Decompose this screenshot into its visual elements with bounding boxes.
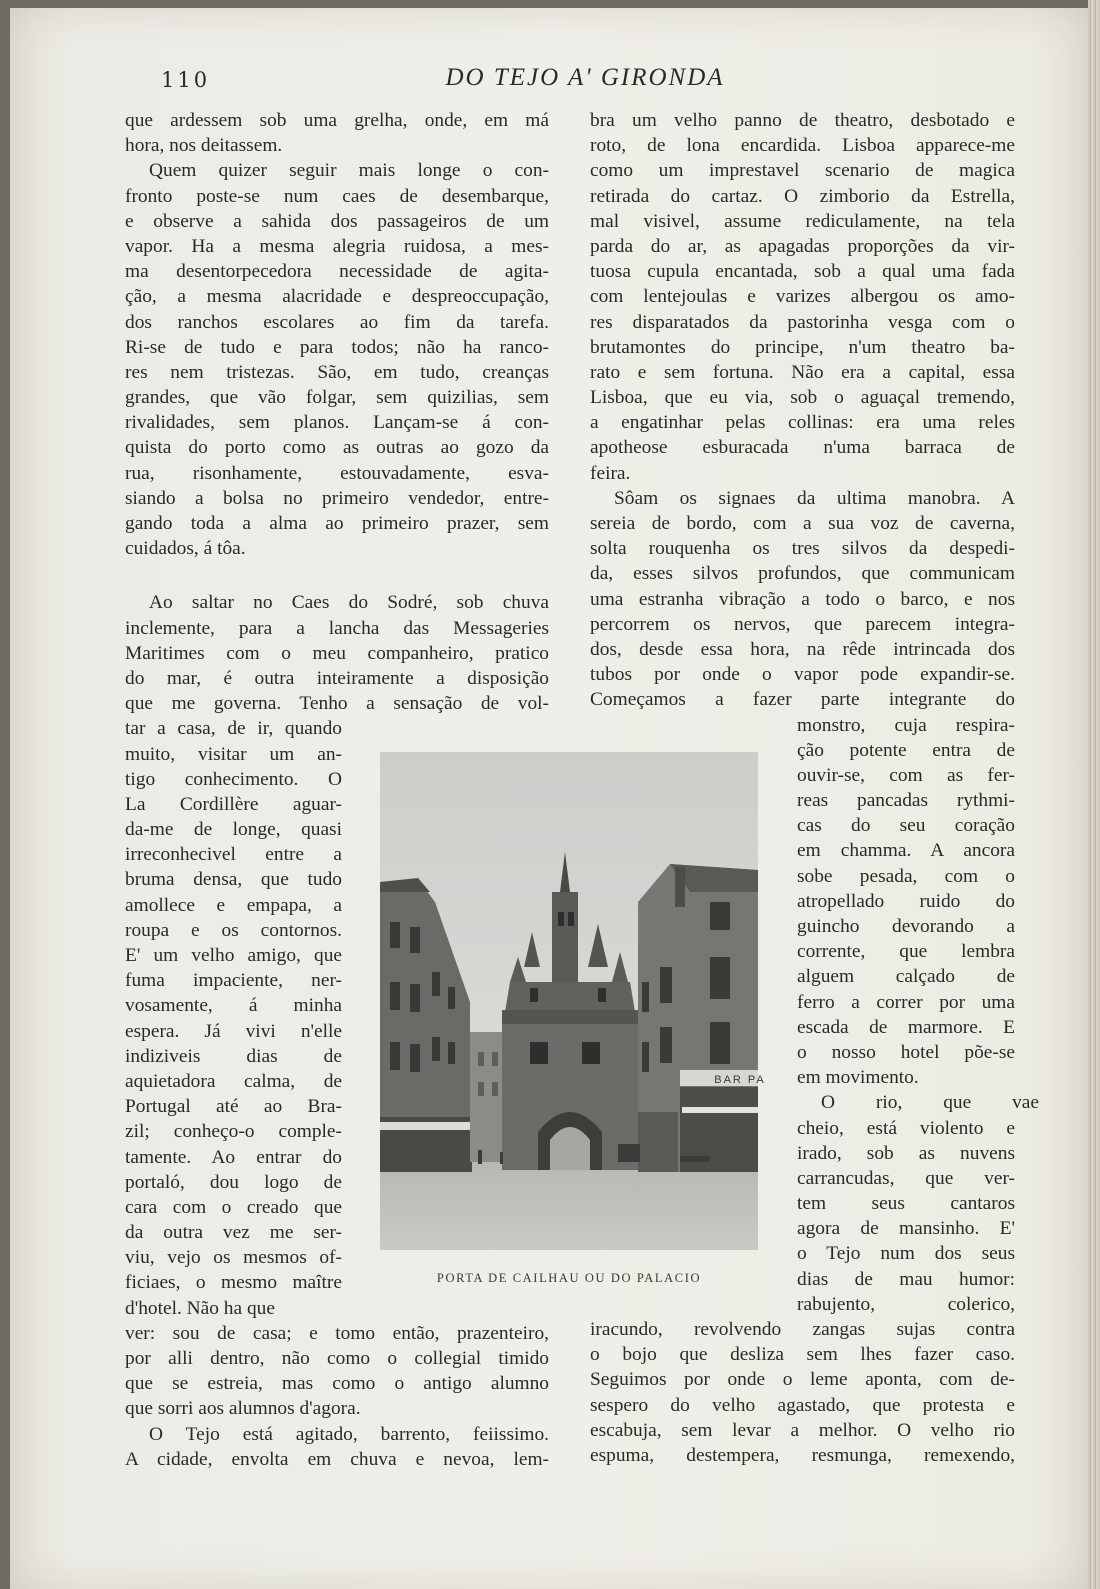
text-line: atropellado ruido do: [797, 890, 1015, 912]
text-line: parda do ar, as apagadas proporções da vir-: [590, 235, 1015, 257]
text-line: zil; conheço-o comple-: [125, 1121, 342, 1143]
running-header: [125, 64, 1045, 104]
text-line: e observe a sahida dos passageiros de um: [125, 210, 549, 232]
text-line: A cidade, envolta em chuva e nevoa, lem-: [125, 1448, 549, 1470]
text-line: hora, nos deitassem.: [125, 135, 283, 157]
text-line: agora de mansinho. E': [797, 1218, 1015, 1240]
text-line: Seguimos por onde o leme aponta, com de-: [590, 1369, 1015, 1391]
text-line: irado, sob as nuvens: [797, 1142, 1015, 1164]
text-line: cheio, está violento e: [797, 1117, 1015, 1139]
text-line: ferro a correr por uma: [797, 991, 1015, 1013]
text-line: alguem calçado de: [797, 966, 1015, 988]
text-line: viu, vejo os mesmos of-: [125, 1247, 342, 1269]
text-line: carrancudas, que ver-: [797, 1167, 1015, 1189]
text-line: que me governa. Tenho a sensação de vol-: [125, 693, 549, 715]
text-line: da, esses silvos profundos, que communicam: [590, 563, 1015, 585]
page-number: 110: [161, 68, 211, 92]
text-line: monstro, cuja respira-: [797, 714, 1015, 736]
text-line: amollece e empapa, a: [125, 894, 342, 916]
text-line: E' um velho amigo, que: [125, 945, 342, 966]
text-line: ouvir-se, com as fer-: [797, 764, 1015, 786]
text-line: escada de marmore. E: [797, 1016, 1015, 1038]
text-line: quista do porto como as outras ao gozo da: [125, 437, 549, 459]
text-line: espuma, destempera, resmunga, remexendo,: [590, 1444, 1015, 1466]
figure-caption: PORTA DE CAILHAU OU DO PALACIO: [436, 1271, 702, 1285]
text-line: dias de mau humor:: [797, 1268, 1015, 1290]
text-line: Maritimes com o meu companheiro, pratico: [125, 642, 549, 664]
text-line: corrente, que lembra: [797, 941, 1015, 963]
text-line: fuma impaciente, ner-: [125, 970, 342, 992]
text-line: inclemente, para a lancha das Messageries: [125, 617, 549, 639]
text-line: dos ranchos escolares ao fim da tarefa.: [125, 311, 549, 333]
text-line: que se estreia, mas como o antigo alumno: [125, 1373, 549, 1395]
text-line: espera. Já vivi n'elle: [125, 1020, 342, 1042]
text-line: em movimento.: [797, 1067, 919, 1089]
text-line: tamente. Ao entrar do: [125, 1146, 342, 1168]
text-line: reas pancadas rythmi-: [797, 790, 1015, 812]
text-line: mal visivel, assume rediculamente, na tela: [590, 210, 1015, 232]
text-line: brutamontes do principe, n'um theatro ba-: [590, 336, 1015, 358]
text-line: como um imprestavel scenario de magica: [590, 160, 1015, 182]
text-line: rivalidades, sem planos. Lançam-se á con-: [125, 412, 549, 434]
text-line: em chamma. A ancora: [797, 840, 1015, 862]
text-line: siando a bolsa no primeiro vendedor, entre-: [125, 487, 549, 509]
text-line: muito, visitar um an-: [125, 743, 342, 765]
text-line: O rio, que vae: [821, 1092, 1039, 1114]
text-line: percorrem os nervos, que parecem integra-: [590, 613, 1015, 635]
text-line: do mar, é outra inteiramente a disposição: [125, 667, 549, 689]
text-line: d'hotel. Não ha que: [125, 1297, 275, 1319]
text-line: roto, de lona encardida. Lisboa apparece-me: [590, 135, 1015, 157]
text-line: tigo conhecimento. O: [125, 768, 342, 790]
text-line: tuosa cupula encantada, sob a qual uma fada: [590, 261, 1015, 283]
text-line: o Tejo num dos seus: [797, 1243, 1015, 1265]
text-line: dos, desde essa hora, na rêde intrincada dos: [590, 638, 1015, 660]
text-line: o nosso hotel põe-se: [797, 1041, 1015, 1063]
text-line: fronto poste-se num caes de desembarque,: [125, 185, 549, 207]
text-line: cas do seu coração: [797, 815, 1015, 837]
text-line: portaló, dou logo de: [125, 1171, 342, 1193]
text-line: Ri-se de tudo e para todos; não ha ranco-: [125, 336, 549, 358]
text-line: solta rouquenha os tres silvos da despedi-: [590, 538, 1015, 560]
text-line: bruma densa, que tudo: [125, 869, 342, 891]
text-line: da outra vez me ser-: [125, 1222, 342, 1244]
text-line: feira.: [590, 462, 631, 484]
text-line: grandes, que vão folgar, sem quizilias, sem: [125, 387, 549, 409]
text-line: res nem tristezas. São, em tudo, creanças: [125, 361, 549, 383]
shop-sign-text: BAR PA: [714, 1074, 766, 1086]
text-line: roupa e os contornos.: [125, 919, 342, 941]
paragraph-gap: [125, 561, 549, 590]
text-line: o bojo que desliza sem lhes fazer caso.: [590, 1344, 1015, 1366]
text-line: gando toda a alma ao primeiro prazer, sem: [125, 513, 549, 534]
text-line: ficiaes, o mesmo maître: [125, 1272, 342, 1294]
text-line: Quem quizer seguir mais longe o con-: [149, 160, 549, 182]
text-line: com lentejoulas e varizes albergou os amo-: [590, 286, 1015, 308]
text-line: por alli dentro, não como o collegial timido: [125, 1348, 549, 1369]
text-line: vapor. Ha a mesma alegria ruidosa, a mes-: [125, 235, 549, 257]
text-line: Ao saltar no Caes do Sodré, sob chuva: [149, 592, 549, 614]
text-line: guincho devorando a: [797, 916, 1015, 937]
text-line: sespero do velho agastado, que protesta e: [590, 1394, 1015, 1416]
text-line: vosamente, á minha: [125, 995, 342, 1017]
photo-porta-de-cailhau: [380, 752, 766, 1250]
text-line: uma estranha vibração a todo o barco, e nos: [590, 588, 1015, 610]
text-line: ma desentorpecedora necessidade de agita-: [125, 261, 549, 283]
text-line: irreconhecivel entre a: [125, 844, 342, 866]
text-line: ção, a mesma alacridade e despreoccupação,: [125, 286, 549, 308]
text-line: O Tejo está agitado, barrento, feiissimo.: [149, 1423, 549, 1445]
text-line: da-me de longe, quasi: [125, 819, 342, 841]
text-line: La Cordillère aguar-: [125, 793, 342, 815]
page-stack-edge: [1088, 0, 1100, 1589]
text-line: que ardessem sob uma grelha, onde, em má: [125, 110, 549, 131]
text-line: ver: sou de casa; e tomo então, prazenteiro,: [125, 1322, 549, 1344]
text-line: cuidados, á tôa.: [125, 538, 246, 560]
running-title: DO TEJO A' GIRONDA: [445, 64, 725, 91]
text-line: rato e sem fortuna. Não era a capital, essa: [590, 361, 1015, 383]
text-line: apotheose esburacada n'uma barraca de: [590, 437, 1015, 459]
text-line: que sorri aos alumnos d'agora.: [125, 1398, 361, 1420]
text-line: indiziveis dias de: [125, 1045, 342, 1067]
text-line: ção potente entra de: [797, 739, 1015, 761]
text-line: res disparatados da pastorinha vesga com o: [590, 311, 1015, 333]
text-line: sereia de bordo, com a sua voz de caverna,: [590, 513, 1015, 534]
text-line: tem seus cantaros: [797, 1193, 1015, 1215]
text-line: Portugal até ao Bra-: [125, 1096, 342, 1118]
text-line: escabuja, sem levar a melhor. O velho rio: [590, 1419, 1015, 1441]
text-line: retirada do cartaz. O zimborio da Estrella,: [590, 185, 1015, 207]
text-line: Sôam os signaes da ultima manobra. A: [614, 487, 1015, 509]
text-line: rabujento, colerico,: [797, 1293, 1015, 1315]
text-line: Começamos a fazer parte integrante do: [590, 689, 1015, 711]
text-line: a engatinhar pelas collinas: era uma reles: [590, 412, 1015, 434]
text-line: rua, risonhamente, estouvadamente, esva-: [125, 462, 549, 484]
text-line: Lisboa, que eu via, sob o aguaçal tremendo,: [590, 387, 1015, 409]
text-line: cara com o creado que: [125, 1196, 342, 1218]
text-line: iracundo, revolvendo zangas sujas contra: [590, 1319, 1015, 1340]
text-line: tubos por onde o vapor pode expandir-se.: [590, 664, 1015, 686]
text-line: aquietadora calma, de: [125, 1070, 342, 1092]
text-line: sobe pesada, com o: [797, 865, 1015, 887]
text-line: bra um velho panno de theatro, desbotado e: [590, 110, 1015, 131]
text-line: tar a casa, de ir, quando: [125, 718, 342, 740]
